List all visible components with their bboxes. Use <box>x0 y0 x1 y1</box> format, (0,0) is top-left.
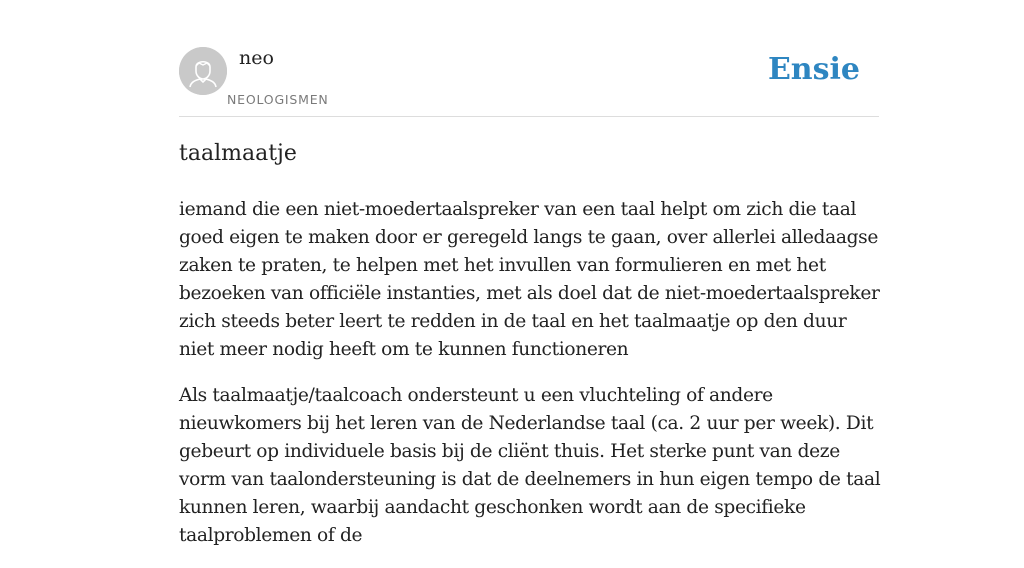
username-link[interactable]: neo <box>239 47 274 69</box>
entry-content <box>179 138 881 568</box>
page-title: taalmaatje <box>179 141 297 166</box>
avatar[interactable] <box>179 47 227 95</box>
category-link[interactable]: NEOLOGISMEN <box>227 92 329 107</box>
example-text: Als taalmaatje/taalcoach ondersteunt u een vluchteling of andere nieuwkomers bij het leren van de Nederlandse taal (ca. 2 uur per week). Dit gebeurt op individuele basis bij de cliënt thuis. Het sterke punt van deze vorm van taalondersteuning is dat de deelnemers in hun eigen tempo de taal kunnen leren, waarbij aandacht geschonken wordt aan de specifieke taalproblemen of de <box>179 385 881 546</box>
entry-header <box>179 46 879 117</box>
definition-text: iemand die een niet-moedertaalspreker van een taal helpt om zich die taal goed eigen te maken door er geregeld langs te gaan, over allerlei alledaagse zaken te praten, te helpen met het invullen van formulieren en met het bezoeken van officiële instanties, met als doel dat de niet-moedertaalspreker zich steeds beter leert te redden in de taal en het taalmaatje op den duur niet meer nodig heeft om te kunnen functioneren <box>179 199 880 360</box>
user-icon <box>179 47 227 95</box>
site-logo[interactable]: Ensie <box>767 52 860 87</box>
